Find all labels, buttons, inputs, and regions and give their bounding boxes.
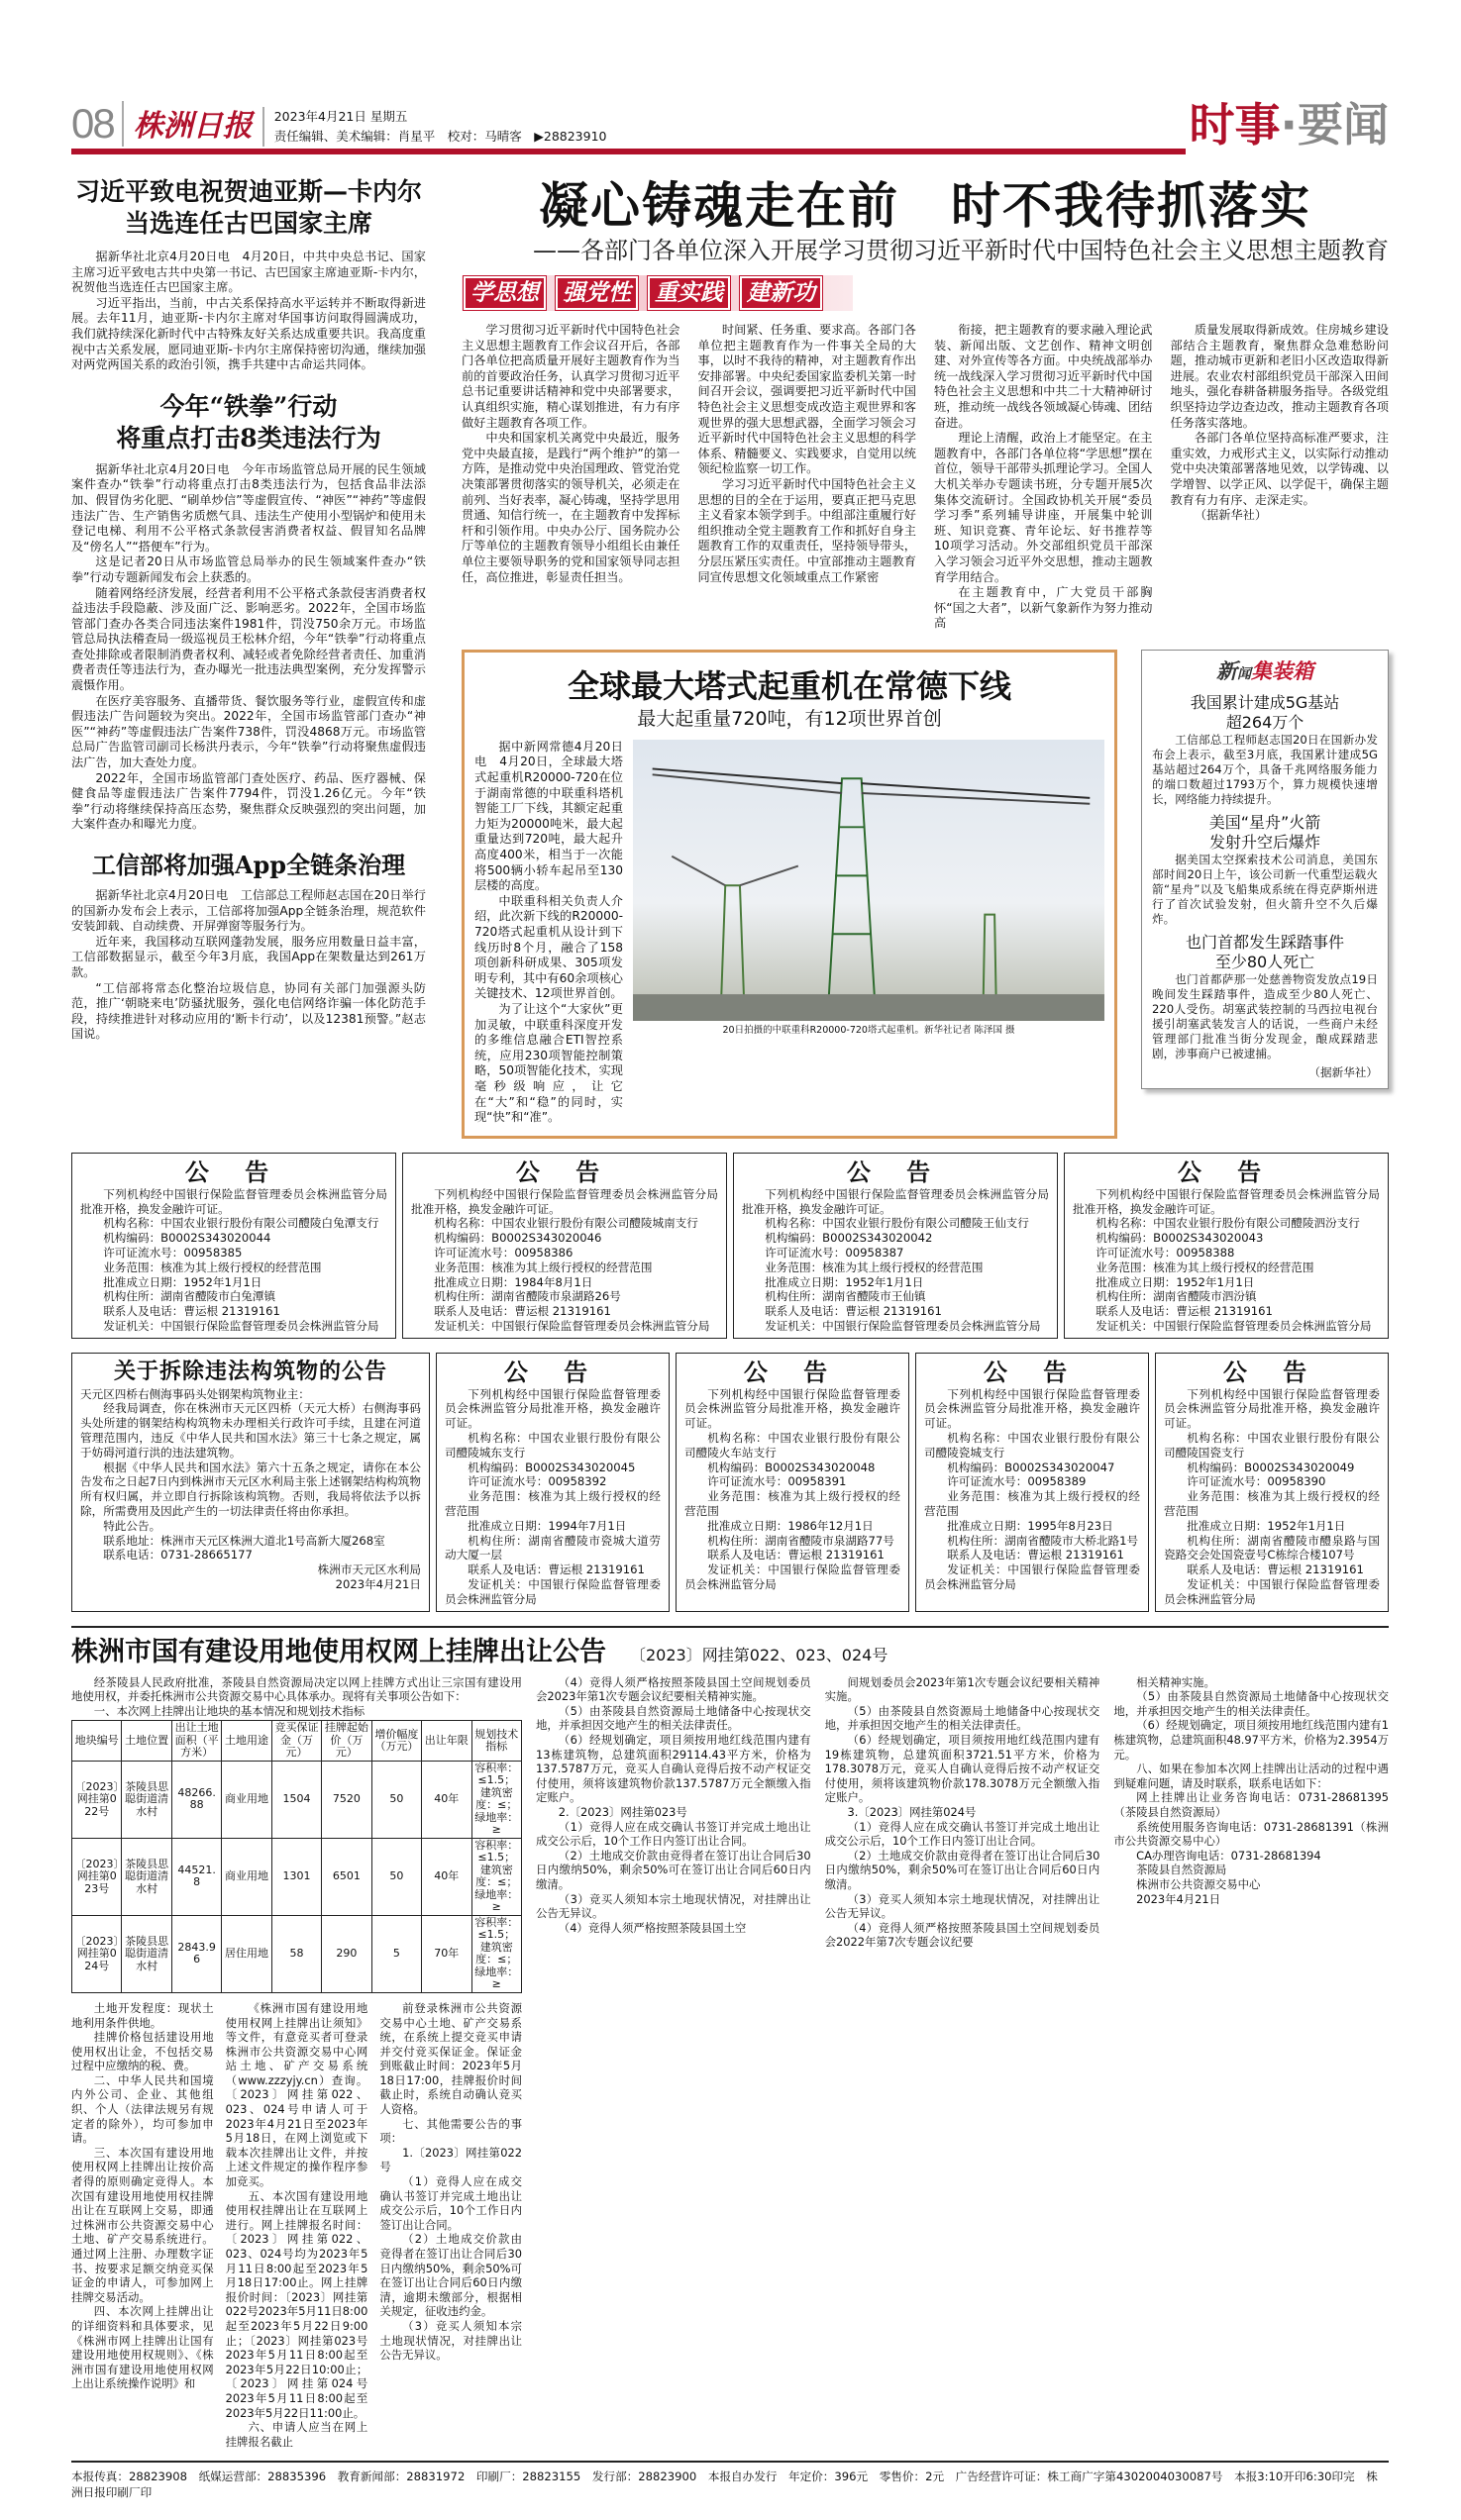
paragraph: 时间紧、任务重、要求高。各部门各单位把主题教育作为一件事关全局的大事，以时不我待的精神，对主题教育作出安排部署。中央纪委国家监委机关第一时间召开会议，强调要把习近平新时代中国特色社会主义思想变成改造主观世界和客观世界的强大思想武器，全面学习领会习近平新时代中国特色社会主义思想的科学体系、精髓要义、实践要求，自觉用以统领纪检监察一切工作。 xyxy=(697,323,916,476)
notice-line: 机构名称：中国农业银行股份有限公司醴陵白兔潭支行 xyxy=(103,1216,379,1231)
notice-line: 联系人及电话：曹运根 21319161 xyxy=(947,1548,1124,1562)
paragraph: （5）由茶陵县自然资源局土地储备中心按现状交地，并承担因交地产生的相关法律责任。 xyxy=(536,1703,811,1733)
notice-line: 机构名称：中国农业银行股份有限公司醴陵泗汾支行 xyxy=(1096,1216,1360,1231)
paragraph: 随着网络经济发展，经营者利用不公平格式条款侵害消费者权益违法手段隐蔽、涉及面广泛、影响恶劣。2022年，全国市场监管部门查办各类合同违法案件1981件，罚没750余万元。市场监管总局执法稽查局一级巡视员王松林介绍，今年“铁拳”行动将重点查处排除或者限制消费者权利、减轻或者免除经营者责任、加重消费者责任等违法行为，查办曝光一批违法典型案例，充分发挥警示震慑作用。 xyxy=(71,585,426,693)
paragraph: 为了让这个“大家伙”更加灵敏，中联重科深度开发的多维信息融合ETI智控系统，应用230项智能控制策略，50项智能化技术，实现毫秒级响应，让它在“大”和“稳”的同时，实现“快”和“准”。 xyxy=(474,1001,623,1125)
issue-date: 2023年4月21日 星期五 xyxy=(273,109,408,124)
notice-line: 许可证流水号：00958386 xyxy=(434,1245,574,1260)
land-notice-number: 〔2023〕网挂第022、023、024号 xyxy=(630,1645,888,1664)
headline: 工信部将加强App全链条治理 xyxy=(91,851,406,879)
table-cell: 7520 xyxy=(322,1761,371,1838)
notice-line: 联系人及电话：曹运根 21319161 xyxy=(765,1304,942,1319)
table-cell: 居住用地 xyxy=(222,1915,271,1992)
land-parcels-table xyxy=(71,1720,522,1993)
bank-notice: 公 告 下列机构经中国银行保险监督管理委员会株洲监管分局批准开格，换发金融许可证。 机构名称：中国农业银行股份有限公司醴陵城南支行 机构编码：B0002S343020046 许可证流水号：00958386 业务范围：核准为其上级行授权的经营范围 批准成立日期：1984年8月1日 机构住所：湖南省醴陵市泉湖路26号 联系人及电话：曹运根 21319161 发证机关：中国银行保险监督管理委员会株洲监管分局 xyxy=(402,1153,727,1339)
table-cell: 茶陵县思聪街道清水村 xyxy=(122,1838,171,1915)
paragraph: （据新华社） xyxy=(1194,508,1268,523)
paragraph: 质量发展取得新成效。住房城乡建设部结合主题教育，聚焦群众急难愁盼问题，推动城市更新和老旧小区改造取得新进展。农业农村部组织党员干部深入田间地头，强化春耕备耕服务指导。各级党组织坚持边学边查边改，推动主题教育各项任务落实落地。 xyxy=(1170,323,1389,430)
notice-line: 机构住所：湖南省醴陵市王仙镇 xyxy=(765,1289,926,1304)
article-iron-fist xyxy=(71,391,426,833)
notice-line: 机构名称：中国农业银行股份有限公司醴陵国瓷支行 xyxy=(1164,1431,1380,1460)
header-rule xyxy=(71,149,1186,154)
table-cell: 2843.96 xyxy=(171,1915,221,1992)
main-headline: 凝心铸魂走在前 时不我待抓落实 xyxy=(539,177,1311,235)
notice-line: 联系人及电话：曹运根 21319161 xyxy=(707,1548,885,1562)
paragraph: 特此公告。 xyxy=(103,1518,161,1533)
paragraph: 四、本次网上挂牌出让的详细资料和具体要求，见《株洲市网上挂牌出让国有建设用地使用权规则》、《株洲市国有建设用地使用权网上出让系统操作说明》和 xyxy=(71,2304,214,2391)
column-header: 土地位置 xyxy=(122,1721,171,1762)
left-column xyxy=(71,176,426,1043)
paragraph: 土地开发程度：现状土地利用条件供地。 xyxy=(71,2000,214,2030)
notice-line: 机构住所：湖南省醴陵市醴泉路与国瓷路交会处国瓷壹号C栋综合楼107号 xyxy=(1164,1533,1380,1562)
editors: 责任编辑、美术编辑：肖星平 校对：马晴客 xyxy=(273,129,522,144)
paragraph: 在主题教育中，广大党员干部胸怀“国之大者”，以新气象新作为努力推动高 xyxy=(934,585,1153,631)
paragraph: 《株洲市国有建设用地使用权网上挂牌出让须知》等文件，有意竞买者可登录株洲市公共资源交易中心网站土地、矿产交易系统（www.zzzyjy.cn）查询。〔2023〕网挂第022、023、024号申请人可于2023年4月21日至2023年5月18日，在网上浏览或下载本次挂牌出让文件，并按上述文件规定的操作程序参加竞买。 xyxy=(225,2000,368,2189)
tower-crane-illustration xyxy=(633,740,1104,1022)
notice-line: 机构住所：湖南省醴陵市泗汾镇 xyxy=(1096,1289,1257,1304)
paragraph: 根据《中华人民共和国水法》第六十五条之规定，请你在本公告发布之日起7日内到株洲市天元区水利局主张上述钢架结构构筑物所有权归属，并立即自行拆除该构筑物。否则，我局将依法予以拆除，所需费用及因此产生的一切法律责任将由你承担。 xyxy=(80,1460,421,1519)
table-cell: 50 xyxy=(371,1761,421,1838)
paragraph: 联系电话：0731-28665177 xyxy=(103,1548,253,1562)
paragraph: 系统使用服务咨询电话：0731-28681391（株洲市公共资源交易中心） xyxy=(1113,1819,1389,1849)
paragraph: 联系地址：株洲市天元区株洲大道北1号高新大厦268室 xyxy=(103,1533,385,1548)
paragraph: 中央和国家机关离党中央最近，服务党中央最直接，是践行“两个维护”的第一方阵，是推动党中央治国理政、管党治党决策部署贯彻落实的领导机关，必须走在前列、当好表率，凝心铸魂，坚持学思用贯通、知信行统一，在主题教育中发挥标杆和引领作用。中央办公厅、国务院办公厅等单位的主题教育领导小组组长由兼任单位主要领导职务的党和国家领导同志担任，高位推进，彰显责任担当。 xyxy=(462,431,680,584)
paragraph: “工信部将常态化整治垃圾信息，协同有关部门加强源头防范，推广‘朝晓来电’防骚扰服务，强化电信网络诈骗一体化防范手段，持续推进针对移动应用的‘断卡行动’，以及12381预警。”赵志国说。 xyxy=(71,980,426,1042)
notice-line: 机构编码：B0002S343020048 xyxy=(707,1460,876,1474)
notice-line: 联系人及电话：曹运根 21319161 xyxy=(468,1562,645,1577)
notice-line: 联系人及电话：曹运根 21319161 xyxy=(103,1304,280,1319)
bank-notice: 公 告 下列机构经中国银行保险监督管理委员会株洲监管分局批准开格，换发金融许可证。 机构名称：中国农业银行股份有限公司醴陵火车站支行 机构编码：B0002S343020048 许可证流水号：00958391 业务范围：核准为其上级行授权的经营范围 批准成立日期：1986年12月1日 机构住所：湖南省醴陵市泉湖路77号 联系人及电话：曹运根 21319161 发证机关：中国银行保险监督管理委员会株洲监管分局 xyxy=(676,1353,909,1612)
bank-notice: 公 告 下列机构经中国银行保险监督管理委员会株洲监管分局批准开格，换发金融许可证。 机构名称：中国农业银行股份有限公司醴陵王仙支行 机构编码：B0002S343020042 许可证流水号：00958387 业务范围：核准为其上级行授权的经营范围 批准成立日期：1952年1月1日 机构住所：湖南省醴陵市王仙镇 联系人及电话：曹运根 21319161 发证机关：中国银行保险监督管理委员会株洲监管分局 xyxy=(733,1153,1058,1339)
brief-title: 我国累计建成5G基站 超264万个 xyxy=(1190,692,1340,732)
notice-line: 业务范围：核准为其上级行授权的经营范围 xyxy=(765,1260,984,1274)
notice-line: 许可证流水号：00958387 xyxy=(765,1245,904,1260)
paragraph: （2）土地成交价款由竞得者在签订出让合同后30日内缴纳50%，剩余50%可在签订出让合同后60日内缴清。 xyxy=(824,1848,1100,1891)
paragraph: 衔接，把主题教育的要求融入理论武装、新闻出版、文艺创作、精神文明创建、对外宣传等各方面。中央统战部举办统一战线深入学习贯彻习近平新时代中国特色社会主义思想和中共二十大精神研讨班，推动统一战线各领域凝心铸魂、团结奋进。 xyxy=(934,323,1153,430)
notice-line: 发证机关：中国银行保险监督管理委员会株洲监管分局 xyxy=(1096,1318,1372,1333)
paragraph: 2.〔2023〕网挂第023号 xyxy=(558,1804,687,1819)
column-header: 地块编号 xyxy=(72,1721,122,1762)
notice-date: 2023年4月21日 xyxy=(335,1577,421,1592)
main-subheadline: ——各部门各单位深入开展学习贯彻习近平新时代中国特色社会主义思想主题教育 xyxy=(533,237,1389,264)
land-column xyxy=(226,2001,368,2449)
newspaper-logo: 株洲日报 xyxy=(134,107,264,147)
notice-line: 批准成立日期：1952年1月1日 xyxy=(1187,1518,1346,1533)
notice-line: 业务范围：核准为其上级行授权的经营范围 xyxy=(1096,1260,1314,1274)
notice-line: 发证机关：中国银行保险监督管理委员会株洲监管分局 xyxy=(445,1577,661,1606)
land-column xyxy=(1113,1675,1389,1950)
paragraph: 六、申请人应当在网上挂牌报名截止 xyxy=(225,2420,368,2449)
column-header: 规划技术指标 xyxy=(471,1721,522,1762)
notice-line: 业务范围：核准为其上级行授权的经营范围 xyxy=(445,1489,661,1519)
notice-line: 批准成立日期：1952年1月1日 xyxy=(103,1274,262,1289)
bank-notice: 公 告 下列机构经中国银行保险监督管理委员会株洲监管分局批准开格，换发金融许可证。 机构名称：中国农业银行股份有限公司醴陵国瓷支行 机构编码：B0002S343020049 许可证流水号：00958390 业务范围：核准为其上级行授权的经营范围 批准成立日期：1952年1月1日 机构住所：湖南省醴陵市醴泉路与国瓷路交会处国瓷壹号C栋综合楼107号 联系人及电话：曹运根 21319161 发证机关：中国银行保险监督管理委员会株洲监管分局 xyxy=(1155,1353,1389,1612)
paragraph: （4）竞得人须严格按照茶陵县国土空 xyxy=(558,1920,747,1935)
news-container-logo: 新闻集装箱 xyxy=(1216,658,1313,683)
notice-line: 批准成立日期：1952年1月1日 xyxy=(1096,1274,1255,1289)
page-number: 08 xyxy=(71,101,124,147)
table-cell: 〔2023〕网挂第022号 xyxy=(72,1761,122,1838)
brief-title: 美国“星舟”火箭 发射升空后爆炸 xyxy=(1208,812,1321,852)
paragraph: （4）竞得人须严格按照茶陵县国土空间规划委员会2022年第7次专题会议纪要 xyxy=(824,1920,1100,1950)
table-row xyxy=(72,1915,522,1992)
subheadline: 最大起重量720吨，有12项世界首创 xyxy=(637,707,942,730)
notice-line: 业务范围：核准为其上级行授权的经营范围 xyxy=(103,1260,322,1274)
paragraph: （3）竞买人须知本宗土地现状情况，对挂牌出让公告无异议。 xyxy=(379,2318,522,2363)
paragraph: （2）土地成交价款由竞得者在签订出让合同后30日内缴纳50%，剩余50%可在签订出让合同后60日内缴清。 xyxy=(536,1848,811,1891)
table-cell: 58 xyxy=(271,1915,321,1992)
brief-title: 也门首都发生踩踏事件 至少80人死亡 xyxy=(1185,932,1344,971)
column-header: 出让土地面积（平方米） xyxy=(171,1721,221,1762)
notice-line: 发证机关：中国银行保险监督管理委员会株洲监管分局 xyxy=(684,1562,900,1592)
paragraph: 七、其他需要公告的事项： xyxy=(379,2116,522,2146)
table-cell: 40年 xyxy=(422,1761,471,1838)
column-header: 出让年限 xyxy=(422,1721,471,1762)
notice-line: 批准成立日期：1952年1月1日 xyxy=(765,1274,924,1289)
notice-line: 机构名称：中国农业银行股份有限公司醴陵王仙支行 xyxy=(765,1216,1029,1231)
column-header: 挂牌起始价（万元） xyxy=(322,1721,371,1762)
headline: 全球最大塔式起重机在常德下线 xyxy=(567,666,1011,705)
notice-line: 联系人及电话：曹运根 21319161 xyxy=(1187,1562,1364,1577)
notice-line: 机构住所：湖南省醴陵市瓷城大道劳动大厦一层 xyxy=(445,1533,661,1562)
signer: 株洲市天元区水利局 xyxy=(317,1562,421,1577)
table-cell: 1301 xyxy=(271,1838,321,1915)
paragraph: 八、如果在参加本次网上挂牌出让活动的过程中遇到疑难问题，请及时联系，联系电话如下： xyxy=(1113,1762,1389,1790)
main-column xyxy=(698,323,917,632)
page-header xyxy=(71,97,1389,156)
paragraph: （6）经规划确定，项目须按用地红线范围内建有19栋建筑物，总建筑面积3721.51平方米，价格为178.3078万元，竞买人自确认竞得后按不动产权证交付使用，须将该建筑物价款178.3078万元全额缴入指定账户。 xyxy=(824,1733,1100,1805)
notice-line: 机构编码：B0002S343020049 xyxy=(1187,1460,1355,1474)
table-cell: 50 xyxy=(371,1838,421,1915)
brief-body: 工信部总工程师赵志国20日在国新办发布会上表示，截至3月底，我国累计建成5G基站超过264万个，具备千兆网络服务能力的端口数超过1793万个，算力规模快速增长，网络能力持续提升。 xyxy=(1152,732,1378,806)
main-column xyxy=(462,323,680,632)
land-column xyxy=(825,1675,1100,1950)
table-cell: 44521.8 xyxy=(171,1838,221,1915)
table-cell: 6501 xyxy=(322,1838,371,1915)
paragraph: 3.〔2023〕网挂第024号 xyxy=(847,1804,977,1819)
notice-line: 批准成立日期：1986年12月1日 xyxy=(707,1518,874,1533)
paragraph: 各部门各单位坚持高标准严要求，注重实效，力戒形式主义，以实际行动推动党中央决策部署落地见效，以学铸魂、以学增智、以学正风、以学促干，确保主题教育有力有序、走深走实。 xyxy=(1170,431,1389,507)
paragraph: 2022年，全国市场监管部门查处医疗、药品、医疗器械、保健食品等虚假违法广告案件7794件，罚没1.26亿元。今年“铁拳”行动将继续保持高压态势，聚焦群众反映强烈的突出问题，加大案件查办和曝光力度。 xyxy=(71,770,426,832)
paragraph: 据新华社北京4月20日电 今年市场监管总局开展的民生领域案件查办“铁拳”行动将重点打击8类违法行为，包括食品非法添加、假冒伪劣化肥、“刷单炒信”等虚假宣传、“神医”“神药”等虚假违法广告、生产销售劣质燃气具、违法生产使用小型锅炉和使用未登记电梯、利用不公平格式条款侵害消费者权益、假冒知名品牌及“傍名人”“搭便车”行为。 xyxy=(71,461,426,554)
brief-item xyxy=(1152,693,1378,807)
footer-info: 本报传真：28823908 纸媒运营部：28835396 教育新闻部：28831972 印刷厂：28823155 发行部：28823900 本报自办发行 年定价：396元 零售价：2元 广告经营许可证：株工商广字第4302004030087号 本报3:10开印6:30印完 株洲日报印刷厂印 xyxy=(71,2461,1389,2500)
notice-line: 发证机关：中国银行保险监督管理委员会株洲监管分局 xyxy=(103,1318,379,1333)
notice-line: 发证机关：中国银行保险监督管理委员会株洲监管分局 xyxy=(434,1318,710,1333)
source: （据新华社） xyxy=(1308,1064,1378,1079)
column-header: 土地用途 xyxy=(222,1721,271,1762)
paragraph: （5）由茶陵县自然资源局土地储备中心按现状交地，并承担因交地产生的相关法律责任。 xyxy=(1113,1689,1389,1718)
crane-article xyxy=(462,650,1117,1139)
news-container-sidebar xyxy=(1141,650,1389,1089)
bank-notice: 公 告 下列机构经中国银行保险监督管理委员会株洲监管分局批准开格，换发金融许可证。 机构名称：中国农业银行股份有限公司醴陵瓷城支行 机构编码：B0002S343020047 许可证流水号：00958389 业务范围：核准为其上级行授权的经营范围 批准成立日期：1995年8月23日 机构住所：湖南省醴陵市大桥北路1号 联系人及电话：曹运根 21319161 发证机关：中国银行保险监督管理委员会株洲监管分局 xyxy=(915,1353,1149,1612)
brief-body: 也门首都萨那一处慈善物资发放点19日晚间发生踩踏事件，造成至少80人死亡、220人受伤。胡塞武装控制的马西拉电视台援引胡塞武装发言人的话说，一些商户未经管理部门批准当街分发现金，酿成踩踏悲剧，涉事商户已被逮捕。 xyxy=(1152,971,1378,1060)
bank-notice: 公 告 下列机构经中国银行保险监督管理委员会株洲监管分局批准开格，换发金融许可证。 机构名称：中国农业银行股份有限公司醴陵城东支行 机构编码：B0002S343020045 许可证流水号：00958392 业务范围：核准为其上级行授权的经营范围 批准成立日期：1994年7月1日 机构住所：湖南省醴陵市瓷城大道劳动大厦一层 联系人及电话：曹运根 21319161 发证机关：中国银行保险监督管理委员会株洲监管分局 xyxy=(436,1353,670,1612)
paragraph: 前登录株洲市公共资源交易中心土地、矿产交易系统，在系统上提交竞买申请并交付竞买保证金。保证金到账截止时间：2023年5月18日17:00，挂牌报价时间截止时，系统自动确认竞买人资格。 xyxy=(379,2000,522,2117)
notice-line: 业务范围：核准为其上级行授权的经营范围 xyxy=(434,1260,653,1274)
notice-line: 许可证流水号：00958389 xyxy=(947,1474,1087,1489)
bank-notice: 公 告 下列机构经中国银行保险监督管理委员会株洲监管分局批准开格，换发金融许可证。 机构名称：中国农业银行股份有限公司醴陵白兔潭支行 机构编码：B0002S343020044 许可证流水号：00958385 业务范围：核准为其上级行授权的经营范围 批准成立日期：1952年1月1日 机构住所：湖南省醴陵市白兔潭镇 联系人及电话：曹运根 21319161 发证机关：中国银行保险监督管理委员会株洲监管分局 xyxy=(71,1153,396,1339)
table-cell: 70年 xyxy=(422,1915,471,1992)
paragraph: （3）竞买人须知本宗土地现状情况，对挂牌出让公告无异议。 xyxy=(824,1891,1100,1921)
table-cell: 48266.88 xyxy=(171,1761,221,1838)
main-column xyxy=(1171,323,1390,632)
issue-info xyxy=(274,107,607,147)
table-cell: 商业用地 xyxy=(222,1838,271,1915)
demolition-notice: 关于拆除违法构筑物的公告 天元区四桥右侧海事码头处钢架构筑物业主： 经我局调查，你在株洲市天元区四桥（天元大桥）右侧海事码头处所建的钢架结构构筑物未办理相关行政许可手续，且建在河道管理范围内，违反《中华人民共和国水法》第三十七条之规定，属于妨碍河道行洪的违法建筑物。 根据《中华人民共和国水法》第六十五条之规定，请你在本公告发布之日起7日内到株洲市天元区水利局主张上述钢架结构构筑物所有权归属，并立即自行拆除该构筑物。否则，我局将依法予以拆除，所需费用及因此产生的一切法律责任将由你承担。 特此公告。 联系地址：株洲市天元区株洲大道北1号高新大厦268室 联系电话：0731-28665177 株洲市天元区水利局 2023年4月21日 xyxy=(71,1353,430,1612)
notice-line: 机构编码：B0002S343020045 xyxy=(468,1460,636,1474)
headline: 习近平致电祝贺迪亚斯—卡内尔 当选连任古巴国家主席 xyxy=(74,177,422,238)
table-cell: 1504 xyxy=(271,1761,321,1838)
paragraph: 这是记者20日从市场监管总局举办的民生领域案件查办“铁拳”行动专题新闻发布会上获悉的。 xyxy=(71,554,426,584)
paragraph: CA办理咨询电话：0731-28681394 xyxy=(1136,1848,1321,1863)
table-cell: 290 xyxy=(322,1915,371,1992)
table-cell: 容积率：≤1.5；建筑密度：≤；绿地率：≥ xyxy=(471,1838,522,1915)
table-cell: 容积率：≤1.5；建筑密度：≤；绿地率：≥ xyxy=(471,1915,522,1992)
table-cell: 茶陵县思聪街道清水村 xyxy=(122,1915,171,1992)
notice-line: 许可证流水号：00958388 xyxy=(1096,1245,1235,1260)
paragraph: 学习贯彻习近平新时代中国特色社会主义思想主题教育工作会议召开后，各部门各单位把高质量开展好主题教育作为当前的首要政治任务，认真学习贯彻习近平总书记重要讲话精神和党中央部署要求，认真组织实施，精心谋划推进，有力有序做好主题教育各项工作。 xyxy=(462,323,680,430)
paragraph: （1）竞得人应在成交确认书签订并完成土地出让成交公示后，10个工作日内签订出让合同。 xyxy=(824,1819,1100,1849)
land-column xyxy=(379,2001,522,2449)
paragraph: 株洲市公共资源交易中心 xyxy=(1136,1876,1261,1891)
land-intro: 经茶陵县人民政府批准，茶陵县自然资源局决定以网上挂牌方式出让三宗国有建设用地使用权，并委托株洲市公共资源交易中心具体承办。现将有关事项公告如下： 一、本次网上挂牌出让地块的基本情况和规划技术指标 地块编号 土地位置 出让土地面积（平方米） 土地用途 竞买保证金（万元） 挂牌起始价（万元） 增价幅度（万元） 出让年限 规划技术指标 〔2023〕网挂第022号 茶陵县思聪街道清水村 48266.88 商业用地 1504 7520 50 40年 容积率：≤1.5；建筑密度：≤；绿地率：≥ 〔2023〕网挂第023号 茶陵县思聪街道清水村 44521.8 商业用地 1301 6501 50 40年 容积率：≤1.5；建筑密度：≤；绿地率：≥ 〔2023〕网挂第024号 茶陵县思聪街道清水村 2843.96 居住用地 58 290 5 70年 容积率：≤1.5；建筑密度：≤；绿地率：≥ 土地开发程度：现状土地利用条件供地。 挂牌价格包括建设用地使用权出让金，不包括交易过程中应缴纳的税、费。 二、中华人民共和国境内外公司、企业、其他组织、个人（法律法规另有规定者的除外），均可参加申请。 三、本次国有建设用地使用权网上挂牌出让按价高者得的原则确定竞得人。本次国有建设用地使用权挂牌出让在互联网上交易，即通过株洲市公共资源交易中心土地、矿产交易系统进行。通过网上注册、办理数字证书、按要求足额交纳竞买保证金的申请人，可参加网上挂牌交易活动。 四、本次网上挂牌出让的详细资料和具体要求，见《株洲市网上挂牌出让国有建设用地使用权规则》、《株洲市国有建设用地使用权网上出让系统操作说明》和 《株洲市国有建设用地使用权网上挂牌出让须知》等文件，有意竞买者可登录株洲市公共资源交易中心网站土地、矿产交易系统（www.zzzyjy.cn）查询。〔2023〕网挂第022、023、024号申请人可于2023年4月21日至2023年5月18日，在网上浏览或下载本次挂牌出让文件，并按上述文件规定的操作程序参加竞买。 五、本次国有建设用地使用权挂牌出让在互联网上进行。网上挂牌报名时间：〔2023〕网挂第022、023、024号均为2023年5月11日8:00起至2023年5月18日17:00止。网上挂牌报价时间：〔2023〕网挂第022号2023年5月11日8:00起至2023年5月22日9:00止；〔2023〕网挂第023号2023年5月11日8:00起至2023年5月22日10:00止；〔2023〕网挂第024号2023年5月11日8:00起至2023年5月22日11:00止。 六、申请人应当在网上挂牌报名截止 前登录株洲市公共资源交易中心土地、矿产交易系统，在系统上提交竞买申请并交付竞买保证金。保证金到账截止时间：2023年5月18日17:00，挂牌报价时间截止时，系统自动确认竞买人资格。 七、其他需要公告的事项： 1.〔2023〕网挂第022号 （1）竞得人应在成交确认书签订并完成土地出让成交公示后，10个工作日内签订出让合同。 （2）土地成交价款由竞得者在签订出让合同后30日内缴纳50%，剩余50%可在签订出让合同后60日内缴清，逾期未缴部分，根据相关规定，征收违约金。 （3）竞买人须知本宗土地现状情况，对挂牌出让公告无异议。 xyxy=(71,1674,522,2449)
paragraph: 间规划委员会2023年第1次专题会议纪要相关精神实施。 xyxy=(824,1674,1100,1704)
notice-line: 批准成立日期：1984年8月1日 xyxy=(434,1274,593,1289)
land-column xyxy=(536,1675,811,1950)
paragraph: 据中新网常德4月20日电 4月20日，全球最大塔式起重机R20000-720在位于湖南常德的中联重科塔机智能工厂下线，其额定起重力矩为20000吨米，最大起重量达到720吨，最大起升高度400米，相当于一次能将500辆小轿车起吊至130层楼的高度。 xyxy=(474,739,623,893)
notice-line: 许可证流水号：00958391 xyxy=(707,1474,847,1489)
notice-line: 业务范围：核准为其上级行授权的经营范围 xyxy=(684,1489,900,1519)
notice-line: 许可证流水号：00958385 xyxy=(103,1245,243,1260)
table-cell: 茶陵县思聪街道清水村 xyxy=(122,1761,171,1838)
bank-notice: 公 告 下列机构经中国银行保险监督管理委员会株洲监管分局批准开格，换发金融许可证。 机构名称：中国农业银行股份有限公司醴陵泗汾支行 机构编码：B0002S343020043 许可证流水号：00958388 业务范围：核准为其上级行授权的经营范围 批准成立日期：1952年1月1日 机构住所：湖南省醴陵市泗汾镇 联系人及电话：曹运根 21319161 发证机关：中国银行保险监督管理委员会株洲监管分局 xyxy=(1064,1153,1389,1339)
table-cell: 〔2023〕网挂第023号 xyxy=(72,1838,122,1915)
table-row xyxy=(72,1838,522,1915)
notice-line: 机构名称：中国农业银行股份有限公司醴陵火车站支行 xyxy=(684,1431,900,1460)
notice-line: 机构编码：B0002S343020043 xyxy=(1096,1231,1264,1246)
paragraph: 三、本次国有建设用地使用权网上挂牌出让按价高者得的原则确定竞得人。本次国有建设用地使用权挂牌出让在互联网上交易，即通过株洲市公共资源交易中心土地、矿产交易系统进行。通过网上注册、办理数字证书、按要求足额交纳竞买保证金的申请人，可参加网上挂牌交易活动。 xyxy=(71,2145,214,2304)
theme-banner: 学思想 强党性 重实践 建新功 xyxy=(462,275,853,311)
land-notice-title: 株洲市国有建设用地使用权网上挂牌出让公告 xyxy=(71,1636,606,1667)
paragraph: 1.〔2023〕网挂第022号 xyxy=(379,2145,522,2174)
paragraph: 习近平指出，当前，中古关系保持高水平运转并不断取得新进展。去年11月，迪亚斯-卡内尔主席对华国事访问取得圆满成功，我们就持续深化新时代中古特殊友好关系达成重要共识。我高度重视中古关系发展，愿同迪亚斯-卡内尔主席保持密切沟通，继续加强对两党两国关系的政治引领，携手共建中古命运共同体。 xyxy=(71,295,426,372)
article-xi-cuba xyxy=(71,176,426,373)
notice-line: 机构名称：中国农业银行股份有限公司醴陵城南支行 xyxy=(434,1216,698,1231)
paragraph: 在医疗美容服务、直播带货、餐饮服务等行业，虚假宣传和虚假违法广告问题较为突出。2022年，全国市场监管部门查办“神医”“神药”等虚假违法广告案件738件，罚没4868万元。市场监管总局广告监管司副司长杨洪丹表示，今年“铁拳”行动将聚焦虚假违法广告，加大查处力度。 xyxy=(71,693,426,770)
paragraph: （4）竞得人须严格按照茶陵县国土空间规划委员会2023年第1次专题会议纪要相关精神实施。 xyxy=(536,1674,811,1704)
table-cell: 40年 xyxy=(422,1838,471,1915)
land-notice xyxy=(71,1626,1389,2450)
paragraph: （3）竞买人须知本宗土地现状情况，对挂牌出让公告无异议。 xyxy=(536,1891,811,1921)
table-cell: 商业用地 xyxy=(222,1761,271,1838)
paragraph: 中联重科相关负责人介绍，此次新下线的R20000-720塔式起重机从设计到下线历时8个月，融合了158项创新科研成果、305项发明专利，其中有60余项核心关键技术、12项世界首创。 xyxy=(474,893,623,1001)
notice-line: 机构编码：B0002S343020042 xyxy=(765,1231,933,1246)
brief-body: 据美国太空探索技术公司消息，美国东部时间20日上午，该公司新一代重型运载火箭“星舟”以及飞船集成系统在得克萨斯州进行了首次试验发射，但火箭升空不久后爆炸。 xyxy=(1152,852,1378,926)
notice-line: 批准成立日期：1995年8月23日 xyxy=(947,1518,1113,1533)
notice-line: 机构编码：B0002S343020044 xyxy=(103,1231,271,1246)
notice-line: 机构住所：湖南省醴陵市泉湖路77号 xyxy=(707,1533,894,1548)
notice-line: 许可证流水号：00958392 xyxy=(468,1474,607,1489)
paragraph: 理论上清醒，政治上才能坚定。在主题教育中，各部门各单位将“学思想”摆在首位，领导干部带头抓理论学习。全国人大机关举办专题读书班，分专题开展5次集体交流研讨。全国政协机关开展“委员学习季”系列辅导讲座，开展集中轮训班、知识竞赛、青年论坛、好书推荐等10项学习活动。外交部组织党员干部深入学习领会习近平外交思想，推动主题教育学用结合。 xyxy=(934,431,1153,584)
notice-line: 批准成立日期：1994年7月1日 xyxy=(468,1518,627,1533)
section-title: 时事·要闻 xyxy=(1189,98,1389,151)
notice-line: 发证机关：中国银行保险监督管理委员会株洲监管分局 xyxy=(924,1562,1140,1592)
paragraph: 据新华社北京4月20日电 工信部总工程师赵志国在20日举行的国新办发布会上表示，工信部将加强App全链条治理，规范软件安装卸载、自动续费、开屏弹窗等服务行为。 xyxy=(71,888,426,934)
paragraph: 2023年4月21日 xyxy=(1136,1891,1221,1906)
notice-line: 许可证流水号：00958390 xyxy=(1187,1474,1326,1489)
photo-caption: 20日拍摄的中联重科R20000-720塔式起重机。新华社记者 陈泽国 摄 xyxy=(633,1021,1104,1037)
paragraph: 据新华社北京4月20日电 4月20日，中共中央总书记、国家主席习近平致电古共中央第一书记、古巴国家主席迪亚斯-卡内尔，祝贺他当选连任古巴国家主席。 xyxy=(71,250,426,295)
notice-line: 机构住所：湖南省醴陵市泉湖路26号 xyxy=(434,1289,621,1304)
paragraph: 网上挂牌出让业务咨询电话：0731-28681395（茶陵县自然资源局） xyxy=(1113,1790,1389,1819)
brief-item xyxy=(1152,813,1378,927)
paragraph: 近年来，我国移动互联网蓬勃发展，服务应用数量日益丰富，工信部数据显示，截至今年3月底，我国App在架数量达到261万款。 xyxy=(71,934,426,979)
brief-item xyxy=(1152,933,1378,1061)
main-column xyxy=(934,323,1153,632)
table-cell: 5 xyxy=(371,1915,421,1992)
notice-line: 机构编码：B0002S343020046 xyxy=(434,1231,602,1246)
newspaper-page xyxy=(71,0,1389,2520)
column-header: 增价幅度（万元） xyxy=(371,1721,421,1762)
paragraph: 相关精神实施。 xyxy=(1136,1674,1215,1689)
notice-line: 机构住所：湖南省醴陵市白兔潭镇 xyxy=(103,1289,276,1304)
main-area xyxy=(462,176,1389,1139)
headline: 今年“铁拳”行动 将重点打击8类违法行为 xyxy=(116,391,381,453)
paragraph: （5）由茶陵县自然资源局土地储备中心按现状交地，并承担因交地产生的相关法律责任。 xyxy=(824,1703,1100,1733)
paragraph: （1）竞得人应在成交确认书签订并完成土地出让成交公示后，10个工作日内签订出让合同。 xyxy=(379,2174,522,2232)
notice-line: 机构编码：B0002S343020047 xyxy=(947,1460,1115,1474)
paragraph: （6）经规划确定，项目须按用地红线范围内建有13栋建筑物，总建筑面积29114.43平方米，价格为137.5787万元，竞买人自确认竞得后按不动产权证交付使用，须将该建筑物价款137.5787万元全额缴入指定账户。 xyxy=(536,1733,811,1805)
notice-line: 机构名称：中国农业银行股份有限公司醴陵城东支行 xyxy=(445,1431,661,1460)
notice-line: 机构住所：湖南省醴陵市大桥北路1号 xyxy=(947,1533,1139,1548)
notice-line: 发证机关：中国银行保险监督管理委员会株洲监管分局 xyxy=(765,1318,1041,1333)
paragraph: 经我局调查，你在株洲市天元区四桥（天元大桥）右侧海事码头处所建的钢架结构构筑物未办理相关行政许可手续，且建在河道管理范围内，违反《中华人民共和国水法》第三十七条之规定，属于妨碍河道行洪的违法建筑物。 xyxy=(80,1401,421,1460)
paragraph: 挂牌价格包括建设用地使用权出让金，不包括交易过程中应缴纳的税、费。 xyxy=(71,2030,214,2073)
table-cell: 〔2023〕网挂第024号 xyxy=(72,1915,122,1992)
land-column xyxy=(71,2001,214,2449)
paragraph: 学习习近平新时代中国特色社会主义思想的目的全在于运用，要真正把马克思主义看家本领学到手。中组部注重履行好组织推动全党主题教育工作和抓好自身主题教育工作的双重责任，坚持领导带头，分层压紧压实责任。中宣部推动主题教育同宣传思想文化领域重点工作紧密 xyxy=(697,476,916,584)
column-header: 竞买保证金（万元） xyxy=(271,1721,321,1762)
notice-line: 联系人及电话：曹运根 21319161 xyxy=(434,1304,611,1319)
paragraph: 茶陵县自然资源局 xyxy=(1136,1863,1227,1877)
paragraph: 二、中华人民共和国境内外公司、企业、其他组织、个人（法律法规另有规定者的除外），均可参加申请。 xyxy=(71,2072,214,2146)
table-row xyxy=(72,1761,522,1838)
notice-line: 发证机关：中国银行保险监督管理委员会株洲监管分局 xyxy=(1164,1577,1380,1606)
paragraph: （1）竞得人应在成交确认书签订并完成土地出让成交公示后，10个工作日内签订出让合同。 xyxy=(536,1819,811,1849)
notice-line: 机构名称：中国农业银行股份有限公司醴陵瓷城支行 xyxy=(924,1431,1140,1460)
table-cell: 容积率：≤1.5；建筑密度：≤；绿地率：≥ xyxy=(471,1761,522,1838)
crane-photo xyxy=(633,740,1104,1038)
notice-line: 联系人及电话：曹运根 21319161 xyxy=(1096,1304,1273,1319)
notice-line: 业务范围：核准为其上级行授权的经营范围 xyxy=(924,1489,1140,1519)
paragraph: （6）经规划确定，项目须按用地红线范围内建有1栋建筑物，总建筑面积48.97平方米，价格为2.3954万元。 xyxy=(1113,1718,1389,1762)
article-app-governance xyxy=(71,851,426,1043)
notice-line: 业务范围：核准为其上级行授权的经营范围 xyxy=(1164,1489,1380,1519)
paragraph: 五、本次国有建设用地使用权挂牌出让在互联网上进行。网上挂牌报名时间：〔2023〕网挂第022、023、024号均为2023年5月11日8:00起至2023年5月18日17:00止。网上挂牌报价时间：〔2023〕网挂第022号2023年5月11日8:00起至2023年5月22日9:00止；〔2023〕网挂第023号2023年5月11日8:00起至2023年5月22日10:00止；〔2023〕网挂第024号2023年5月11日8:00起至2023年5月22日11:00止。 xyxy=(225,2188,368,2420)
hotline: ▶28823910 xyxy=(534,129,607,144)
paragraph: （2）土地成交价款由竞得者在签订出让合同后30日内缴纳50%，剩余50%可在签订出让合同后60日内缴清，逾期未缴部分，根据相关规定，征收违约金。 xyxy=(379,2232,522,2319)
